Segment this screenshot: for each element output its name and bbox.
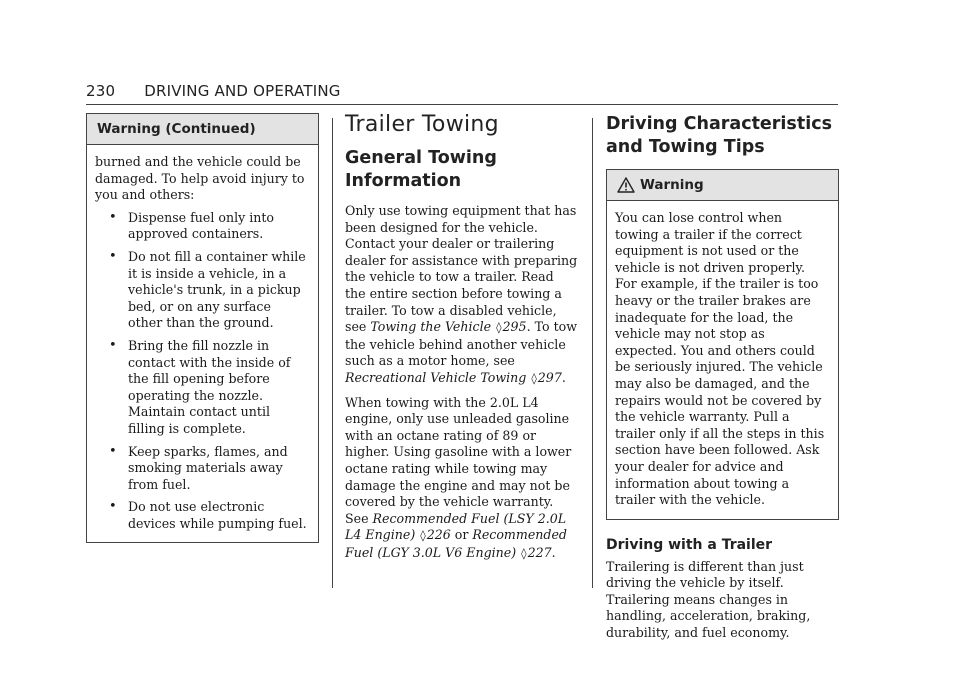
page-ref-icon: ◊ [531,371,537,385]
page-ref-icon: ◊ [420,529,426,543]
page-ref-227[interactable]: 227 [527,544,552,560]
column-2 [345,113,578,569]
column-divider-1 [332,118,333,588]
towing-paragraph-1: Only use towing equipment that has been designed for the vehicle. Contact your dealer or trailering dealer for assistance with preparing the vehicle to tow a trailer. Read the entire section before towing a trailer. To tow a disabled vehicle, see Towing the Vehicle ◊295. To tow the vehicle behind another vehicle such as a motor home, see Recreational Vehicle Towing ◊297. [345,203,578,385]
ref-recommended-fuel-lgy[interactable]: Recommended Fuel (LGY 3.0L V6 Engine) [345,527,567,560]
page-ref-297[interactable]: 297 [537,369,562,385]
page-ref-icon: ◊ [496,321,502,335]
warning-intro: burned and the vehicle could be damaged. To help avoid injury to you and others: [95,154,305,203]
page-number: 230 [86,82,116,100]
page-ref-295[interactable]: 295 [502,319,527,335]
warning-label: Warning [640,177,704,193]
warning-continued-title: Warning (Continued) [87,114,318,145]
column-divider-2 [592,118,593,588]
page-ref-icon: ◊ [521,546,527,560]
driving-with-trailer-heading: Driving with a Trailer [606,536,773,553]
column-3 [606,113,839,649]
bullet-item: • Do not use electronic devices while pumping fuel. [95,499,308,532]
warning-bullet-list [95,210,308,533]
bullet-item: • Do not fill a container while it is inside a vehicle, in a vehicle's trunk, in a pickup bed, or on any surface other than the ground. [95,249,308,332]
column-1 [86,113,319,543]
towing-paragraph-2: When towing with the 2.0L L4 engine, only use unleaded gasoline with an octane rating of 89 or higher. Using gasoline with a lower octane rating while towing may damage the engine and may not be covered by the vehicle warranty. See Recommended Fuel (LSY 2.0L L4 Engine) ◊226 or Recommended Fuel (LGY 3.0L V6 Engine) ◊227. [345,394,572,560]
page-ref-226[interactable]: 226 [426,527,451,543]
warning-text: You can lose control when towing a trailer if the correct equipment is not used or the vehicle is not driven properly. For example, if the trailer is too heavy or the trailer brakes are inadequate for the load, the vehicle may not stop as expected. You and others could be seriously injured. The vehicle may also be damaged, and the repairs would not be covered by the vehicle warranty. Pull a trailer only if all the steps in this section have been followed. Ask your dealer for advice and information about towing a trailer with the vehicle. [615,210,825,508]
warning-triangle-icon [617,177,635,193]
trailering-paragraph: Trailering is different than just driving the vehicle by itself. Trailering means changes in handling, acceleration, braking, durability, and fuel economy. [606,558,811,641]
ref-towing-the-vehicle[interactable]: Towing the Vehicle [370,319,492,335]
bullet-item: • Dispense fuel only into approved containers. [95,210,308,243]
page-header [86,82,341,100]
driving-characteristics-heading: Driving Characteristics and Towing Tips [606,114,832,157]
header-rule [86,104,838,105]
general-towing-heading: General Towing Information [345,148,497,191]
warning-continued-box [86,113,319,543]
ref-recommended-fuel-lsy[interactable]: Recommended Fuel (LSY 2.0L L4 Engine) [345,510,567,543]
ref-recreational-vehicle-towing[interactable]: Recreational Vehicle Towing [345,369,527,385]
warning-box [606,169,839,520]
section-title: DRIVING AND OPERATING [144,82,341,100]
trailer-towing-heading: Trailer Towing [345,112,499,137]
bullet-item: • Bring the fill nozzle in contact with the inside of the fill opening before operating the nozzle. Maintain contact until filling is complete. [95,338,308,438]
bullet-item: • Keep sparks, flames, and smoking materials away from fuel. [95,444,308,494]
